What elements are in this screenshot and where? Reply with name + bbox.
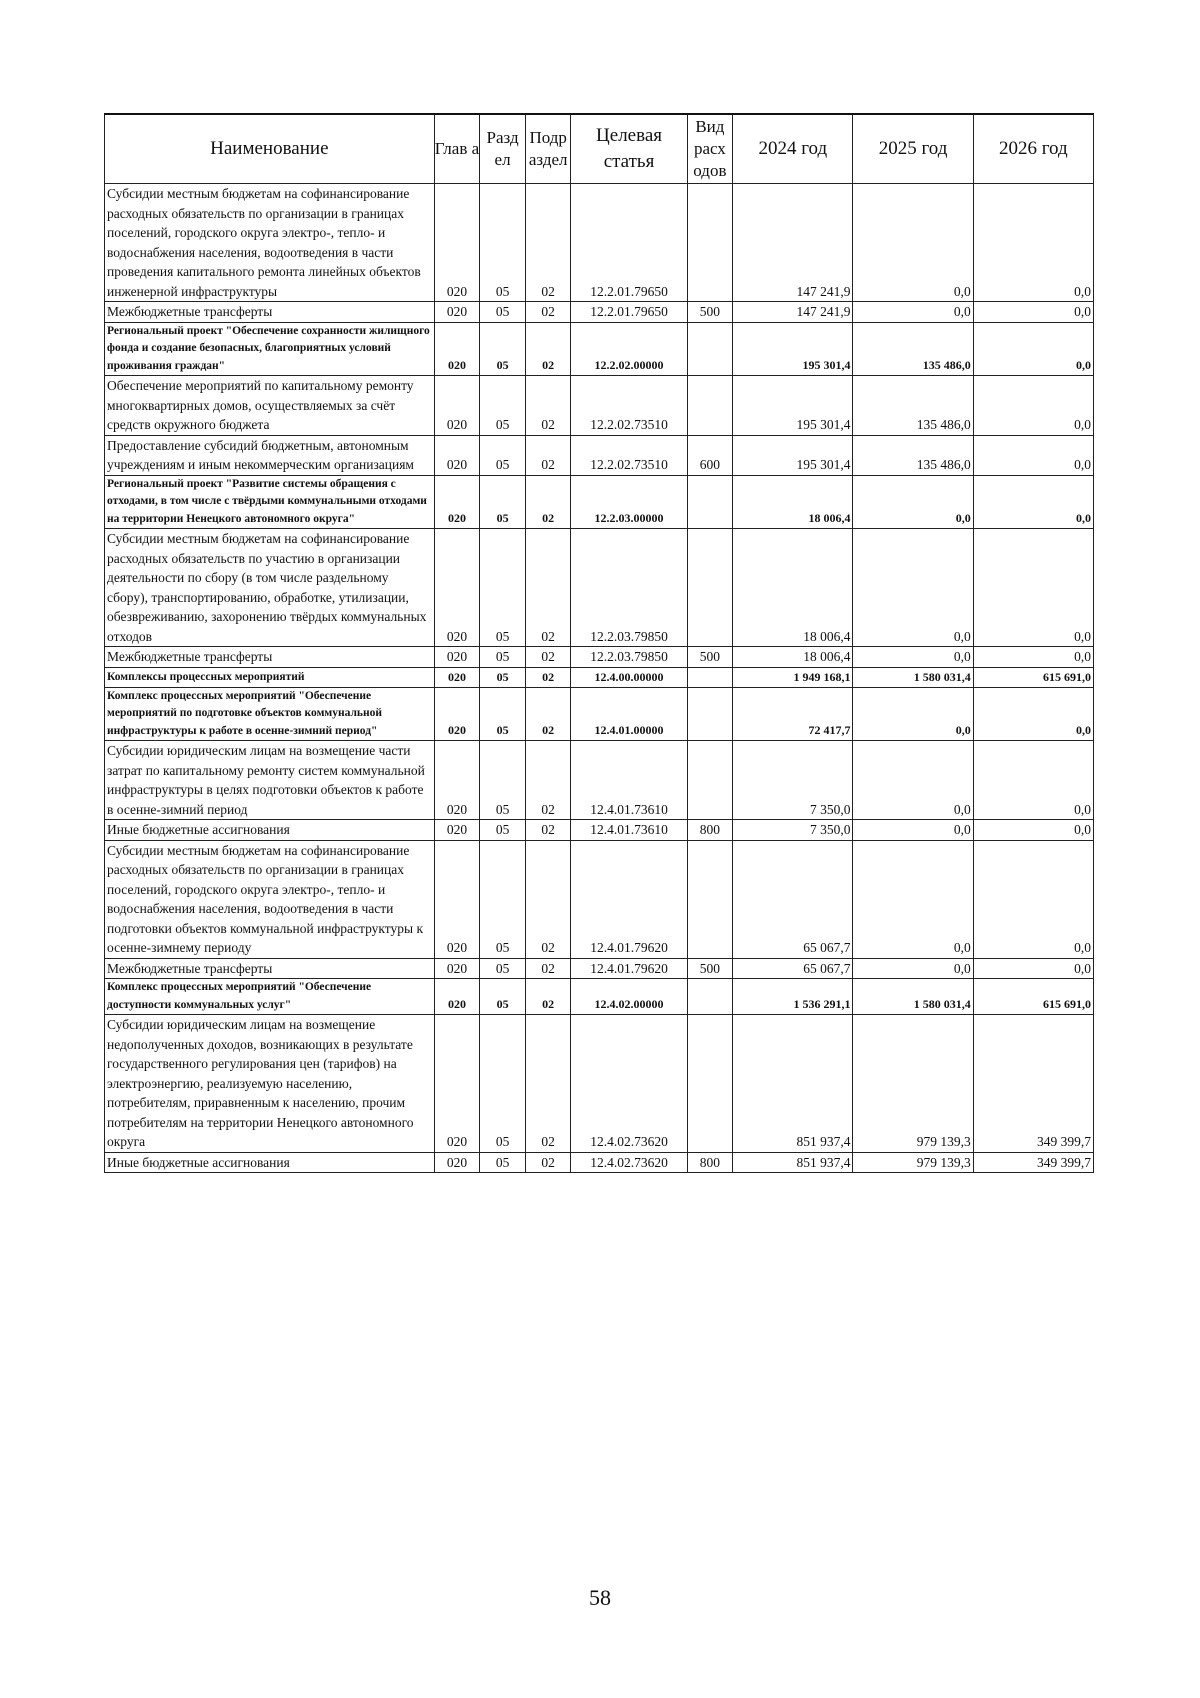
cell-year-2024: 195 301,4 [733, 376, 853, 436]
cell-expense-type: 500 [687, 647, 733, 668]
cell-name: Иные бюджетные ассигнования [105, 820, 435, 841]
cell-name: Комплексы процессных мероприятий [105, 667, 435, 687]
cell-year-2026: 0,0 [973, 958, 1093, 979]
cell-expense-type [687, 1015, 733, 1153]
cell-year-2025: 0,0 [853, 302, 973, 323]
cell-year-2026: 0,0 [973, 741, 1093, 820]
cell-year-2025: 1 580 031,4 [853, 979, 973, 1015]
cell-year-2024: 72 417,7 [733, 687, 853, 741]
cell-year-2024: 147 241,9 [733, 184, 853, 302]
cell-chapter: 020 [434, 1015, 480, 1153]
cell-subsection: 02 [525, 475, 571, 529]
cell-target-article: 12.4.02.00000 [571, 979, 687, 1015]
cell-chapter: 020 [434, 475, 480, 529]
cell-expense-type [687, 667, 733, 687]
cell-chapter: 020 [434, 840, 480, 958]
cell-section: 05 [480, 741, 526, 820]
cell-year-2024: 147 241,9 [733, 302, 853, 323]
cell-year-2025: 0,0 [853, 687, 973, 741]
table-row [105, 302, 1094, 323]
cell-year-2025: 0,0 [853, 529, 973, 647]
table-row [105, 741, 1094, 820]
cell-name: Комплекс процессных мероприятий "Обеспечение доступности коммунальных услуг" [105, 979, 435, 1015]
table-row [105, 1152, 1094, 1173]
table-row [105, 979, 1094, 1015]
cell-subsection: 02 [525, 687, 571, 741]
cell-section: 05 [480, 435, 526, 475]
header-chapter: Глав а [434, 114, 480, 184]
cell-year-2026: 349 399,7 [973, 1015, 1093, 1153]
cell-chapter: 020 [434, 741, 480, 820]
cell-chapter: 020 [434, 184, 480, 302]
cell-target-article: 12.4.01.73610 [571, 741, 687, 820]
table-row [105, 435, 1094, 475]
cell-year-2025: 0,0 [853, 840, 973, 958]
cell-subsection: 02 [525, 820, 571, 841]
header-section: Разд ел [480, 114, 526, 184]
cell-chapter: 020 [434, 435, 480, 475]
cell-target-article: 12.2.03.00000 [571, 475, 687, 529]
cell-section: 05 [480, 979, 526, 1015]
cell-expense-type: 800 [687, 1152, 733, 1173]
header-year-2026: 2026 год [973, 114, 1093, 184]
cell-target-article: 12.4.01.73610 [571, 820, 687, 841]
table-body [105, 184, 1094, 1173]
cell-chapter: 020 [434, 647, 480, 668]
cell-name: Субсидии местным бюджетам на софинансирование расходных обязательств по организации в границах поселений, городского округа электро-, тепло- и водоснабжения населения, водоотведения в части подготовки объектов коммунальной инфраструктуры к осенне-зимнему периоду [105, 840, 435, 958]
cell-section: 05 [480, 302, 526, 323]
cell-target-article: 12.2.02.00000 [571, 322, 687, 376]
cell-year-2026: 0,0 [973, 475, 1093, 529]
cell-expense-type: 600 [687, 435, 733, 475]
cell-subsection: 02 [525, 1152, 571, 1173]
cell-section: 05 [480, 667, 526, 687]
table-row [105, 840, 1094, 958]
cell-subsection: 02 [525, 302, 571, 323]
cell-year-2024: 7 350,0 [733, 820, 853, 841]
cell-target-article: 12.4.01.79620 [571, 840, 687, 958]
cell-subsection: 02 [525, 529, 571, 647]
cell-subsection: 02 [525, 741, 571, 820]
cell-chapter: 020 [434, 820, 480, 841]
cell-year-2025: 0,0 [853, 820, 973, 841]
table-row [105, 687, 1094, 741]
cell-expense-type: 500 [687, 958, 733, 979]
table-header-row [105, 114, 1094, 184]
cell-section: 05 [480, 958, 526, 979]
cell-year-2026: 0,0 [973, 322, 1093, 376]
cell-expense-type [687, 184, 733, 302]
cell-year-2025: 0,0 [853, 647, 973, 668]
table-row [105, 475, 1094, 529]
table-row [105, 958, 1094, 979]
cell-target-article: 12.2.02.73510 [571, 376, 687, 436]
cell-year-2024: 1 536 291,1 [733, 979, 853, 1015]
cell-year-2025: 135 486,0 [853, 435, 973, 475]
cell-subsection: 02 [525, 979, 571, 1015]
cell-year-2026: 0,0 [973, 687, 1093, 741]
cell-name: Межбюджетные трансферты [105, 647, 435, 668]
cell-name: Региональный проект "Развитие системы обращения с отходами, в том числе с твёрдыми коммунальными отходами на территории Ненецкого автономного округа" [105, 475, 435, 529]
cell-year-2025: 1 580 031,4 [853, 667, 973, 687]
cell-target-article: 12.2.03.79850 [571, 647, 687, 668]
cell-subsection: 02 [525, 647, 571, 668]
header-name: Наименование [105, 114, 435, 184]
cell-year-2026: 0,0 [973, 840, 1093, 958]
cell-target-article: 12.4.01.79620 [571, 958, 687, 979]
cell-section: 05 [480, 322, 526, 376]
cell-target-article: 12.4.02.73620 [571, 1015, 687, 1153]
page-number: 58 [589, 1585, 611, 1610]
cell-section: 05 [480, 687, 526, 741]
cell-name: Субсидии юридическим лицам на возмещение части затрат по капитальному ремонту систем коммунальной инфраструктуры в целях подготовки объектов к работе в осенне-зимний период [105, 741, 435, 820]
cell-year-2025: 0,0 [853, 475, 973, 529]
cell-year-2024: 65 067,7 [733, 958, 853, 979]
table-row [105, 322, 1094, 376]
table-row [105, 667, 1094, 687]
cell-year-2025: 0,0 [853, 184, 973, 302]
budget-table [104, 113, 1094, 1173]
cell-expense-type [687, 475, 733, 529]
table-row [105, 376, 1094, 436]
cell-name: Субсидии местным бюджетам на софинансирование расходных обязательств по участию в организации деятельности по сбору (в том числе раздельному сбору), транспортированию, обработке, утилизации, обезвреживанию, захоронению твёрдых коммунальных отходов [105, 529, 435, 647]
cell-section: 05 [480, 529, 526, 647]
cell-chapter: 020 [434, 322, 480, 376]
cell-expense-type [687, 687, 733, 741]
cell-year-2026: 349 399,7 [973, 1152, 1093, 1173]
cell-name: Предоставление субсидий бюджетным, автономным учреждениям и иным некоммерческим организациям [105, 435, 435, 475]
cell-year-2025: 135 486,0 [853, 376, 973, 436]
cell-year-2026: 0,0 [973, 184, 1093, 302]
cell-subsection: 02 [525, 322, 571, 376]
cell-target-article: 12.2.01.79650 [571, 302, 687, 323]
cell-year-2026: 0,0 [973, 435, 1093, 475]
table-row [105, 184, 1094, 302]
cell-expense-type [687, 529, 733, 647]
table-row [105, 1015, 1094, 1153]
cell-name: Обеспечение мероприятий по капитальному ремонту многоквартирных домов, осуществляемых за счёт средств окружного бюджета [105, 376, 435, 436]
cell-name: Субсидии местным бюджетам на софинансирование расходных обязательств по организации в границах поселений, городского округа электро-, тепло- и водоснабжения населения, водоотведения в части проведения капитального ремонта линейных объектов инженерной инфраструктуры [105, 184, 435, 302]
cell-expense-type [687, 741, 733, 820]
cell-chapter: 020 [434, 529, 480, 647]
cell-target-article: 12.2.03.79850 [571, 529, 687, 647]
cell-subsection: 02 [525, 376, 571, 436]
cell-year-2026: 0,0 [973, 820, 1093, 841]
cell-name: Субсидии юридическим лицам на возмещение недополученных доходов, возникающих в результате государственного регулирования цен (тарифов) на электроэнергию, реализуемую населению, потребителям, приравненным к населению, прочим потребителям на территории Ненецкого автономного округа [105, 1015, 435, 1153]
cell-target-article: 12.4.01.00000 [571, 687, 687, 741]
table-row [105, 820, 1094, 841]
cell-name: Межбюджетные трансферты [105, 302, 435, 323]
cell-year-2024: 195 301,4 [733, 322, 853, 376]
cell-year-2026: 0,0 [973, 647, 1093, 668]
cell-target-article: 12.4.00.00000 [571, 667, 687, 687]
cell-year-2025: 135 486,0 [853, 322, 973, 376]
cell-name: Иные бюджетные ассигнования [105, 1152, 435, 1173]
cell-target-article: 12.2.01.79650 [571, 184, 687, 302]
cell-subsection: 02 [525, 1015, 571, 1153]
cell-name: Региональный проект "Обеспечение сохранности жилищного фонда и создание безопасных, благоприятных условий проживания граждан" [105, 322, 435, 376]
cell-year-2025: 979 139,3 [853, 1152, 973, 1173]
cell-section: 05 [480, 1152, 526, 1173]
cell-subsection: 02 [525, 435, 571, 475]
cell-section: 05 [480, 475, 526, 529]
cell-target-article: 12.2.02.73510 [571, 435, 687, 475]
header-expense-type: Вид расх одов [687, 114, 733, 184]
cell-chapter: 020 [434, 958, 480, 979]
cell-target-article: 12.4.02.73620 [571, 1152, 687, 1173]
cell-year-2024: 18 006,4 [733, 475, 853, 529]
cell-section: 05 [480, 1015, 526, 1153]
cell-section: 05 [480, 840, 526, 958]
cell-year-2024: 65 067,7 [733, 840, 853, 958]
table-row [105, 647, 1094, 668]
cell-year-2024: 1 949 168,1 [733, 667, 853, 687]
cell-chapter: 020 [434, 979, 480, 1015]
cell-expense-type: 500 [687, 302, 733, 323]
header-subsection: Подр аздел [525, 114, 571, 184]
cell-section: 05 [480, 376, 526, 436]
cell-year-2025: 0,0 [853, 958, 973, 979]
table-row [105, 529, 1094, 647]
cell-year-2024: 851 937,4 [733, 1152, 853, 1173]
cell-section: 05 [480, 184, 526, 302]
cell-expense-type [687, 840, 733, 958]
cell-subsection: 02 [525, 840, 571, 958]
cell-year-2026: 615 691,0 [973, 667, 1093, 687]
cell-chapter: 020 [434, 667, 480, 687]
cell-year-2024: 195 301,4 [733, 435, 853, 475]
cell-section: 05 [480, 647, 526, 668]
cell-subsection: 02 [525, 184, 571, 302]
cell-section: 05 [480, 820, 526, 841]
cell-subsection: 02 [525, 958, 571, 979]
cell-chapter: 020 [434, 302, 480, 323]
cell-expense-type [687, 979, 733, 1015]
cell-year-2026: 0,0 [973, 529, 1093, 647]
cell-chapter: 020 [434, 687, 480, 741]
cell-expense-type [687, 376, 733, 436]
header-year-2025: 2025 год [853, 114, 973, 184]
cell-year-2026: 0,0 [973, 376, 1093, 436]
cell-expense-type [687, 322, 733, 376]
cell-chapter: 020 [434, 376, 480, 436]
cell-name: Комплекс процессных мероприятий "Обеспечение мероприятий по подготовке объектов коммунальной инфраструктуры к работе в осенне-зимний период" [105, 687, 435, 741]
cell-year-2024: 851 937,4 [733, 1015, 853, 1153]
cell-year-2025: 979 139,3 [853, 1015, 973, 1153]
cell-name: Межбюджетные трансферты [105, 958, 435, 979]
cell-year-2026: 0,0 [973, 302, 1093, 323]
cell-chapter: 020 [434, 1152, 480, 1173]
cell-year-2024: 7 350,0 [733, 741, 853, 820]
header-year-2024: 2024 год [733, 114, 853, 184]
cell-expense-type: 800 [687, 820, 733, 841]
cell-subsection: 02 [525, 667, 571, 687]
cell-year-2026: 615 691,0 [973, 979, 1093, 1015]
header-target-article: Целевая статья [571, 114, 687, 184]
cell-year-2025: 0,0 [853, 741, 973, 820]
cell-year-2024: 18 006,4 [733, 647, 853, 668]
cell-year-2024: 18 006,4 [733, 529, 853, 647]
